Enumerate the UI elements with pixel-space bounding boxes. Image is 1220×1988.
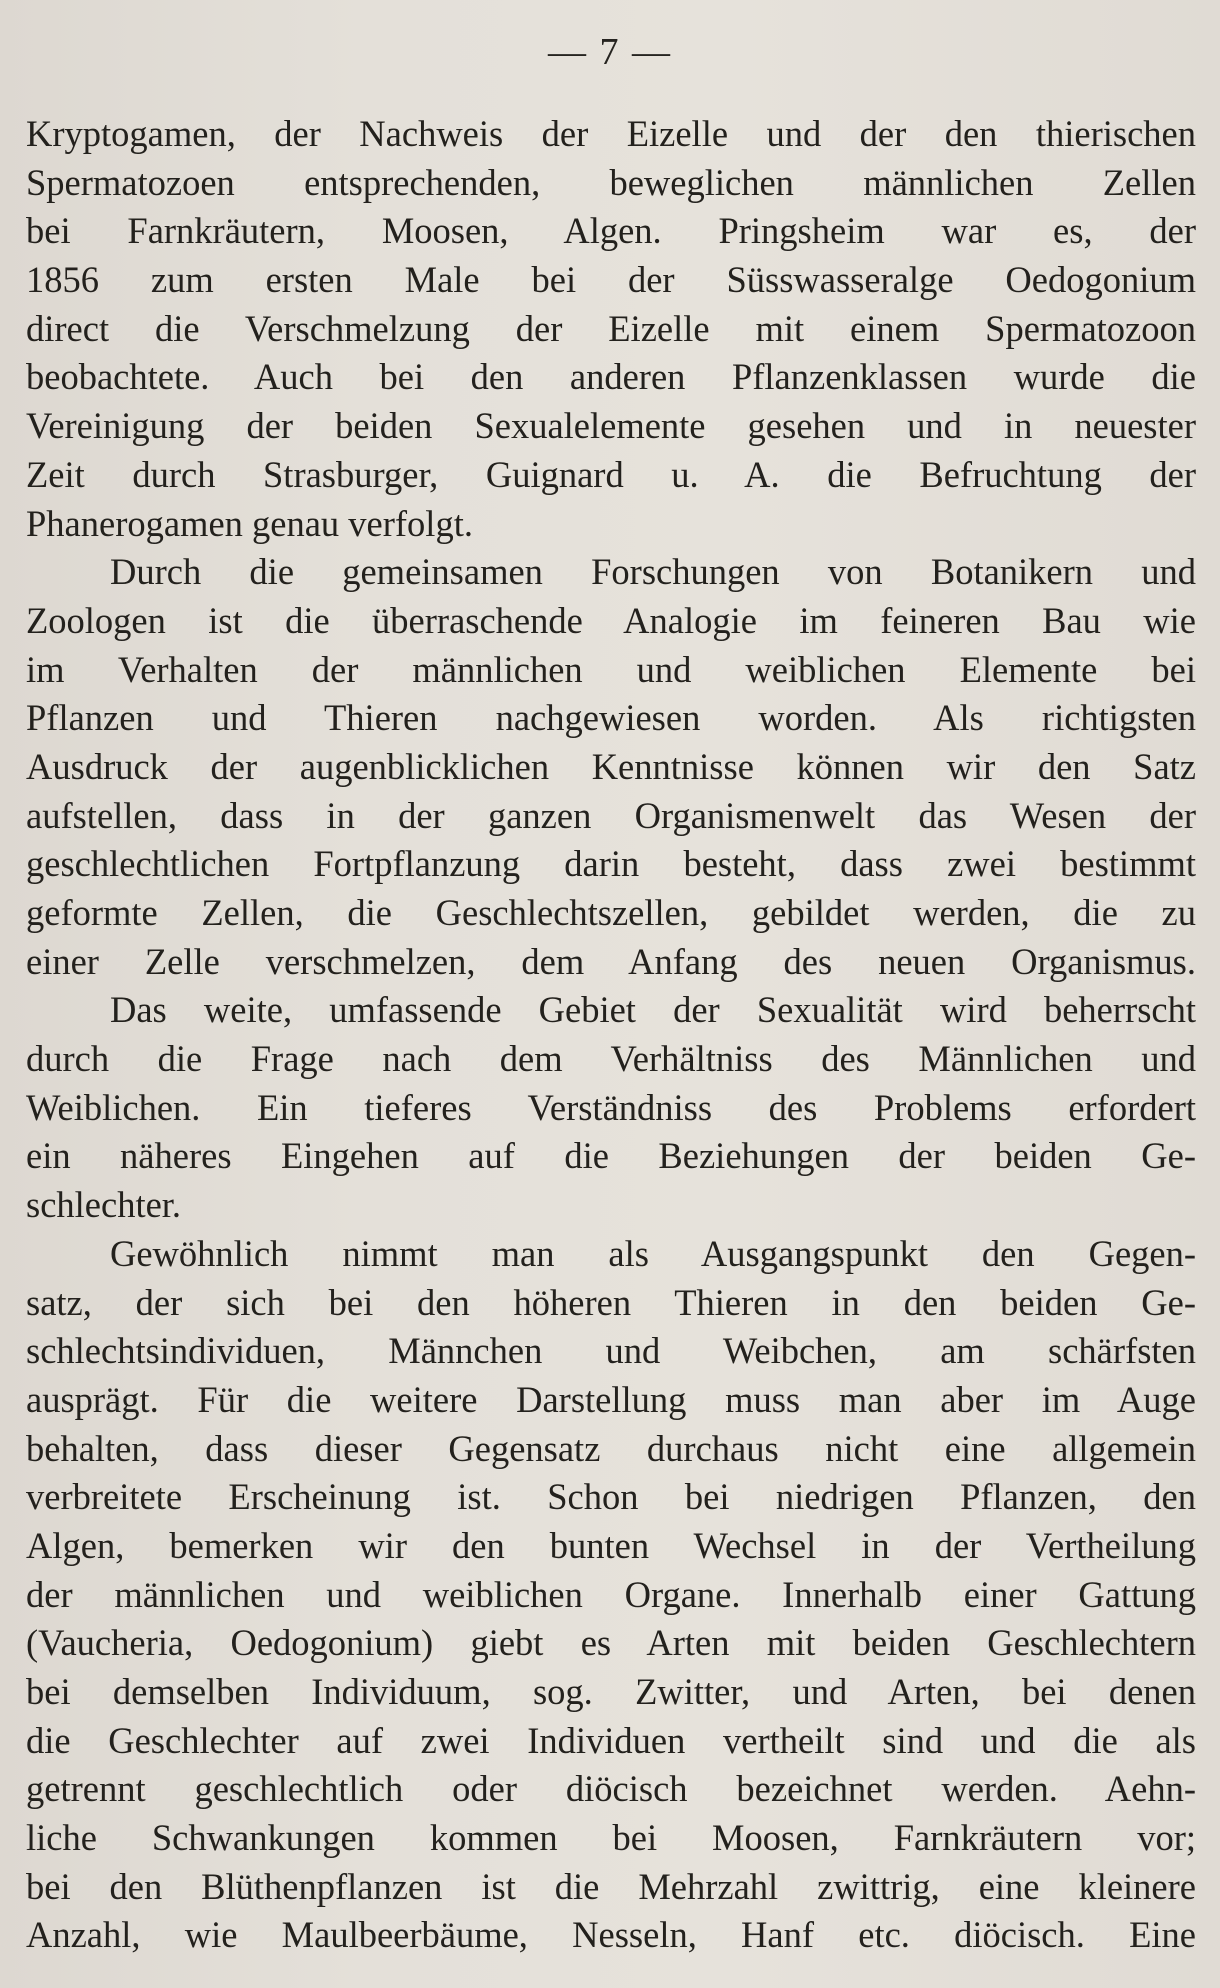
text-line: Spermatozoen entsprechenden, beweglichen männlichen Zellen <box>26 161 1196 203</box>
text-line: ein näheres Eingehen auf die Beziehungen der beiden Ge- <box>26 1135 1196 1177</box>
body-text <box>26 110 1196 1960</box>
paragraph-first-line: Durch die gemeinsamen Forschungen von Botanikern und <box>110 551 1196 593</box>
text-line: direct die Verschmelzung der Eizelle mit einem Spermatozoon <box>26 307 1196 349</box>
text-line: Pflanzen und Thieren nachgewiesen worden. Als richtigsten <box>26 697 1196 739</box>
text-line: Vereinigung der beiden Sexualelemente gesehen und in neuester <box>26 405 1196 447</box>
text-line: schlechter. <box>26 1184 182 1226</box>
text-line: behalten, dass dieser Gegensatz durchaus nicht eine allgemein <box>26 1427 1196 1469</box>
text-line: schlechtsindividuen, Männchen und Weibchen, am schärfsten <box>26 1330 1196 1372</box>
text-line: (Vaucheria, Oedogonium) giebt es Arten mit beiden Geschlechtern <box>26 1622 1196 1664</box>
text-line: Algen, bemerken wir den bunten Wechsel in der Vertheilung <box>26 1524 1196 1566</box>
text-line: Anzahl, wie Maulbeerbäume, Nesseln, Hanf etc. diöcisch. Eine <box>26 1914 1196 1956</box>
page-number: — 7 — <box>548 31 672 73</box>
text-line: Phanerogamen genau verfolgt. <box>26 502 473 544</box>
text-line: Weiblichen. Ein tieferes Verständniss des Problems erfordert <box>26 1086 1196 1128</box>
text-line: 1856 zum ersten Male bei der Süsswasseralge Oedogonium <box>26 259 1196 301</box>
text-line: beobachtete. Auch bei den anderen Pflanzenklassen wurde die <box>26 356 1196 398</box>
text-line: getrennt geschlechtlich oder diöcisch bezeichnet werden. Aehn- <box>26 1768 1196 1810</box>
text-line: Kryptogamen, der Nachweis der Eizelle und der den thierischen <box>26 113 1196 154</box>
text-line: im Verhalten der männlichen und weiblichen Elemente bei <box>26 648 1196 690</box>
text-line: geformte Zellen, die Geschlechtszellen, gebildet werden, die zu <box>26 892 1196 933</box>
text-line: einer Zelle verschmelzen, dem Anfang des neuen Organismus. <box>26 940 1196 982</box>
text-line: geschlechtlichen Fortpflanzung darin besteht, dass zwei bestimmt <box>26 843 1196 885</box>
paragraph-first-line: Gewöhnlich nimmt man als Ausgangspunkt den Gegen- <box>110 1232 1196 1274</box>
text-line: Zeit durch Strasburger, Guignard u. A. die Befruchtung der <box>26 453 1196 495</box>
text-line: bei demselben Individuum, sog. Zwitter, und Arten, bei denen <box>26 1671 1196 1712</box>
paragraph-first-line: Das weite, umfassende Gebiet der Sexualität wird beherrscht <box>110 989 1196 1031</box>
text-line: aufstellen, dass in der ganzen Organismenwelt das Wesen der <box>26 794 1196 836</box>
text-line: verbreitete Erscheinung ist. Schon bei niedrigen Pflanzen, den <box>26 1476 1196 1518</box>
text-line: Zoologen ist die überraschende Analogie im feineren Bau wie <box>26 599 1196 641</box>
text-line: bei den Blüthenpflanzen ist die Mehrzahl zwittrig, eine kleinere <box>26 1865 1196 1907</box>
text-line: Ausdruck der augenblicklichen Kenntnisse können wir den Satz <box>26 745 1196 787</box>
text-line: der männlichen und weiblichen Organe. Innerhalb einer Gattung <box>26 1573 1196 1615</box>
text-line: liche Schwankungen kommen bei Moosen, Farnkräutern vor; <box>26 1817 1196 1859</box>
text-line: ausprägt. Für die weitere Darstellung muss man aber im Auge <box>26 1378 1196 1420</box>
text-line: satz, der sich bei den höheren Thieren in den beiden Ge- <box>26 1281 1196 1323</box>
text-line: die Geschlechter auf zwei Individuen vertheilt sind und die als <box>26 1719 1196 1761</box>
text-line: durch die Frage nach dem Verhältniss des Männlichen und <box>26 1038 1196 1080</box>
text-line: bei Farnkräutern, Moosen, Algen. Pringsheim war es, der <box>26 210 1196 252</box>
